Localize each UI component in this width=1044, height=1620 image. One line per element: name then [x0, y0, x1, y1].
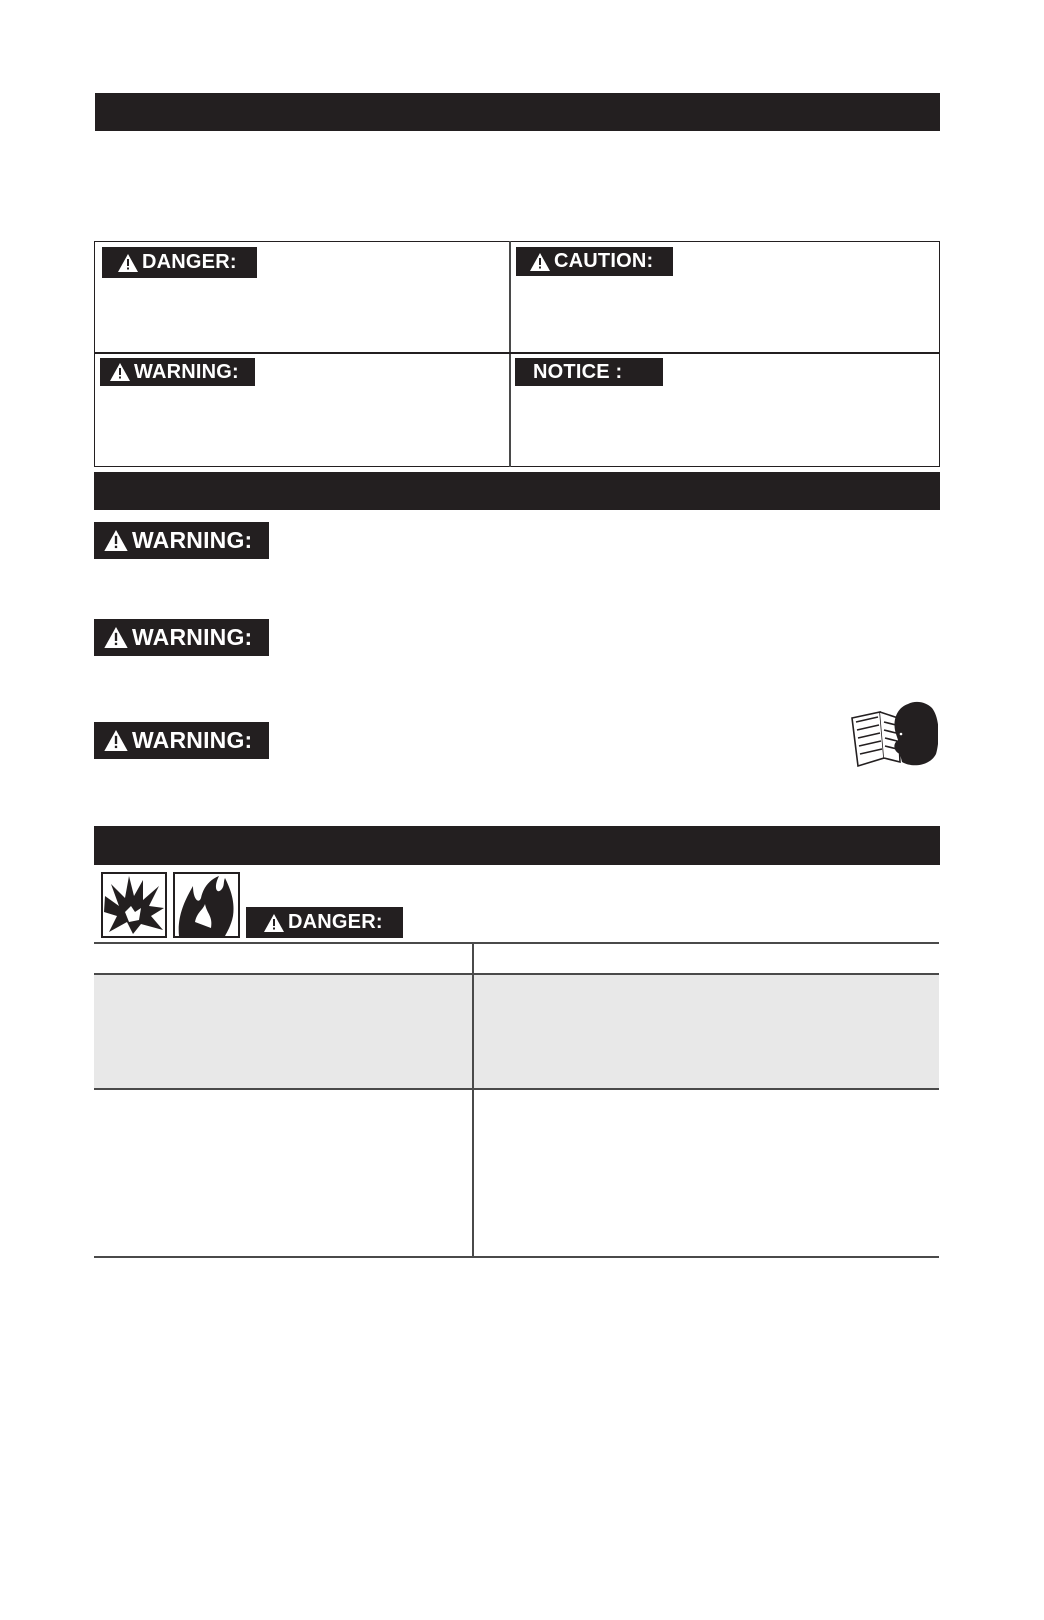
- section-header-bar-3: [94, 826, 940, 865]
- warning-triangle-icon: [104, 730, 128, 751]
- table-bottom-rule: [94, 1256, 939, 1258]
- table-header-rule: [94, 973, 939, 975]
- warning-triangle-icon: [104, 627, 128, 648]
- table-row-shaded: [94, 974, 939, 1088]
- warning-triangle-icon: [104, 530, 128, 551]
- fire-hazard-icon: [173, 872, 240, 938]
- caution-label-text: CAUTION:: [554, 250, 654, 272]
- section-header-bar-2: [94, 472, 940, 510]
- danger-label-text: DANGER:: [142, 251, 237, 273]
- danger-signal-label: [102, 247, 257, 278]
- warning-signal-label: [100, 358, 255, 386]
- warning-signal-label: [94, 522, 269, 559]
- table-column-divider: [472, 942, 474, 1257]
- grid-divider-vertical: [509, 241, 511, 467]
- section-header-bar-1: [95, 93, 940, 131]
- warning-signal-label: [94, 619, 269, 656]
- warning-label-text: WARNING:: [132, 727, 253, 753]
- danger-signal-label: [246, 907, 403, 938]
- warning-label-text: WARNING:: [132, 527, 253, 553]
- explosion-hazard-icon: [101, 872, 167, 938]
- notice-signal-label: [515, 358, 663, 386]
- grid-divider-horizontal: [94, 352, 940, 354]
- read-manual-icon: [848, 700, 938, 772]
- warning-label-text: WARNING:: [132, 624, 253, 650]
- warning-triangle-icon: [110, 363, 130, 381]
- warning-triangle-icon: [530, 253, 550, 271]
- warning-label-text: WARNING:: [134, 360, 239, 383]
- table-row-divider: [94, 1088, 939, 1090]
- warning-triangle-icon: [264, 914, 284, 932]
- caution-signal-label: [516, 247, 673, 276]
- table-top-rule: [94, 942, 939, 944]
- danger-label-text: DANGER:: [288, 911, 383, 933]
- warning-triangle-icon: [118, 254, 138, 272]
- warning-signal-label: [94, 722, 269, 759]
- notice-label-text: NOTICE :: [533, 360, 623, 383]
